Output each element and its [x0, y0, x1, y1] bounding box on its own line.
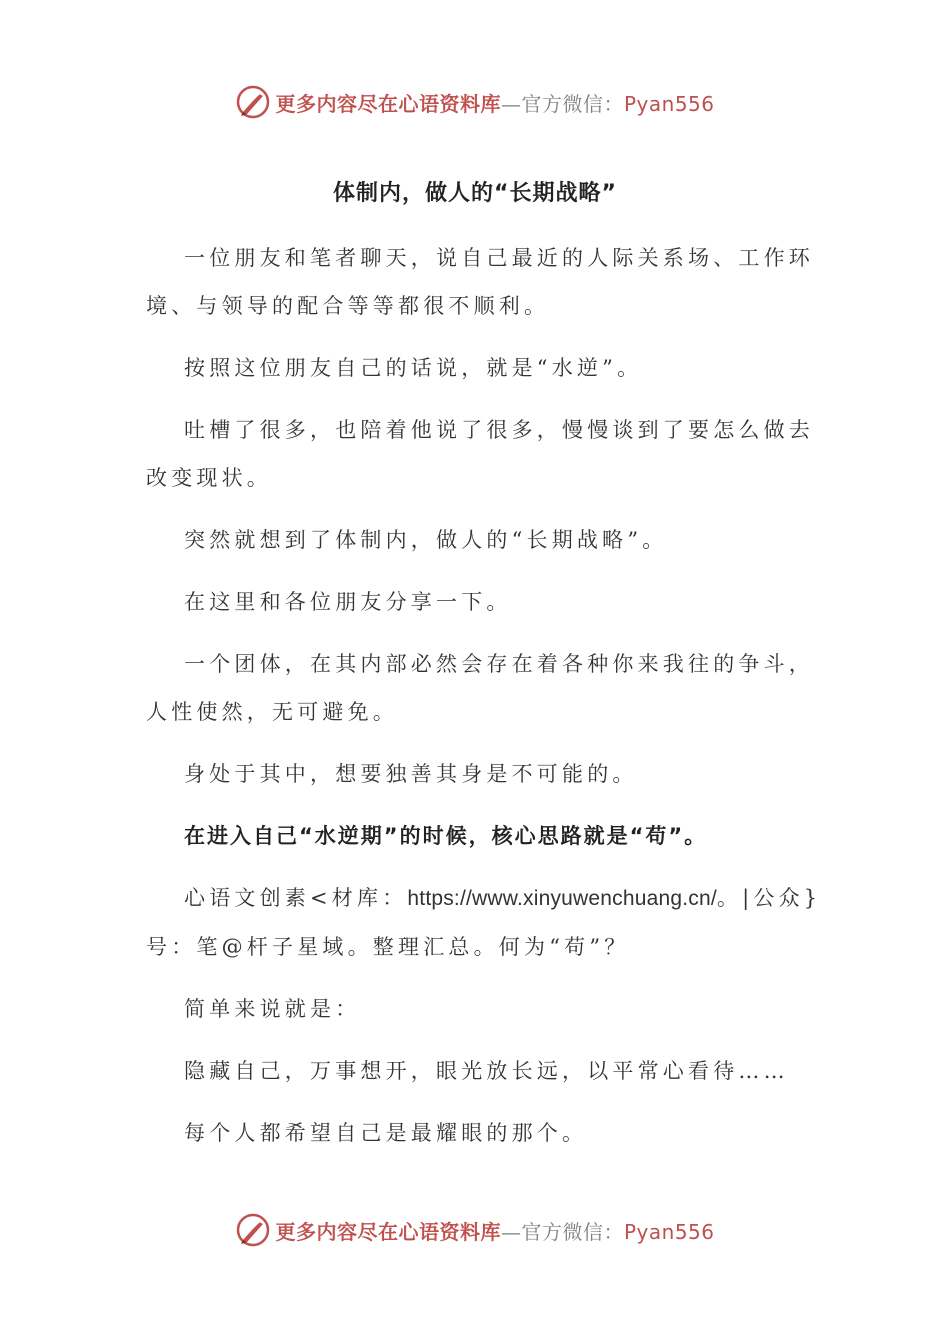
paragraph: 一个团体，在其内部必然会存在着各种你来我往的争斗，人性使然，无可避免。 — [146, 652, 814, 724]
source-url: https://www.xinyuwenchuang.cn/ — [407, 887, 717, 910]
banner-text — [275, 88, 714, 117]
paragraph: 一位朋友和笔者聊天，说自己最近的人际关系场、工作环境、与领导的配合等等都很不顺利。 — [146, 246, 814, 318]
document-title: 体制内，做人的“长期战略” — [333, 181, 617, 206]
paragraph-bold: 在进入自己“水逆期”的时候，核心思路就是“苟”。 — [184, 824, 708, 848]
banner-official-label: 官方微信： — [521, 91, 624, 116]
header-banner — [0, 80, 950, 124]
pen-logo-icon — [235, 1212, 271, 1248]
paragraph: 简单来说就是： — [184, 997, 361, 1021]
source-suffix: 。|公众}号：笔@杆子星域。整理汇总。何为“苟”？ — [146, 886, 822, 959]
banner-official-label: 官方微信： — [521, 1219, 624, 1244]
paragraph: 突然就想到了体制内，做人的“长期战略”。 — [184, 528, 668, 552]
footer-banner — [0, 1208, 950, 1252]
banner-main-text: 更多内容尽在心语资料库 — [275, 1219, 501, 1244]
paragraph: 每个人都希望自己是最耀眼的那个。 — [184, 1121, 588, 1145]
source-line — [146, 874, 826, 971]
banner-dash: — — [500, 91, 522, 116]
paragraph: 隐藏自己，万事想开，眼光放长远，以平常心看待…… — [184, 1059, 789, 1083]
pen-logo-icon — [235, 84, 271, 120]
banner-wechat-id: Pyan556 — [623, 91, 715, 116]
paragraph: 按照这位朋友自己的话说，就是“水逆”。 — [184, 356, 643, 380]
banner-text — [275, 1216, 714, 1245]
paragraph: 吐槽了很多，也陪着他说了很多，慢慢谈到了要怎么做去改变现状。 — [146, 418, 814, 490]
banner-main-text: 更多内容尽在心语资料库 — [275, 91, 501, 116]
banner-dash: — — [500, 1219, 522, 1244]
source-prefix: 心语文创素<材库： — [184, 886, 408, 910]
paragraph: 身处于其中，想要独善其身是不可能的。 — [184, 762, 638, 786]
document-body — [146, 234, 826, 1171]
banner-wechat-id: Pyan556 — [623, 1219, 715, 1244]
paragraph: 在这里和各位朋友分享一下。 — [184, 590, 512, 614]
